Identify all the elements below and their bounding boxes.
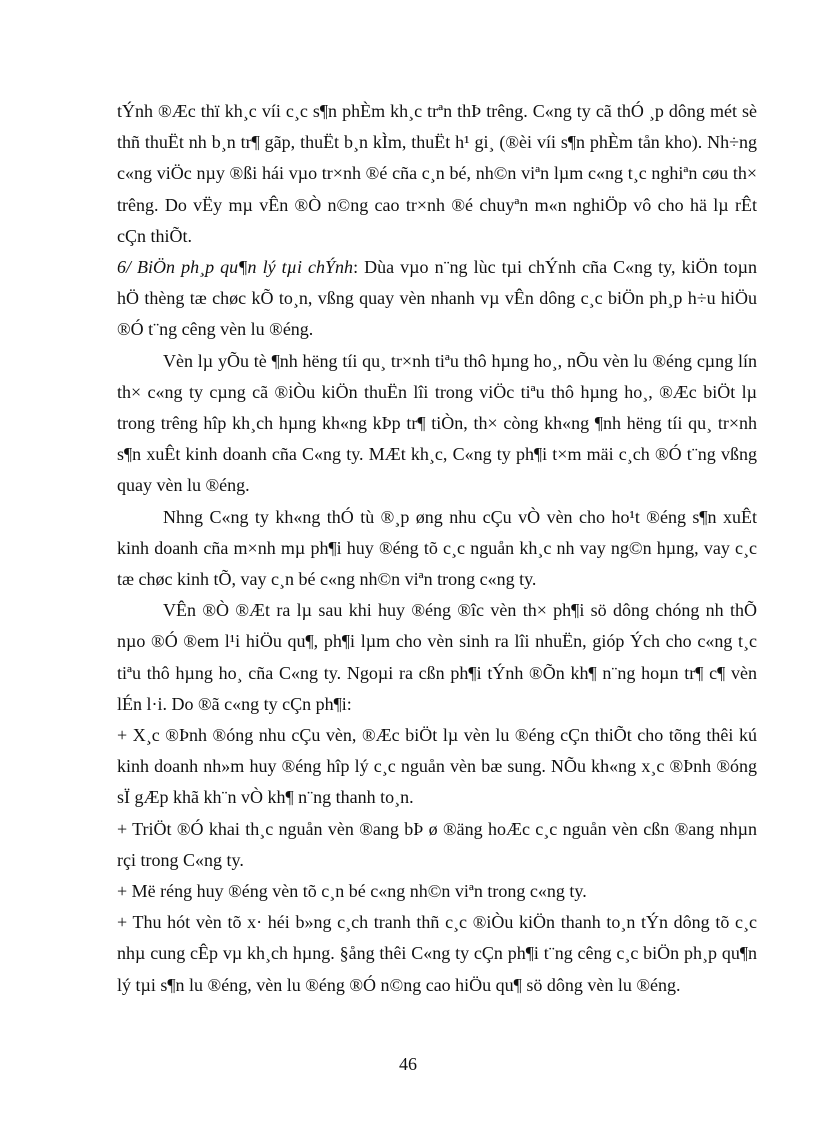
bullet-item-1-text: + X¸c ®Þnh ®óng nhu cÇu vèn, ®Æc biÖt lµ vèn lu ®éng cÇn thiÕt cho tõng thêi kú kinh doanh nh»m huy ®éng hîp lý c¸c nguån vèn bæ sung. NÕu kh«ng x¸c ®Þnh ®óng sÏ gÆp khã kh¨n vÒ kh¶ n¨ng thanh to¸n.	[117, 725, 757, 808]
section-heading-financial: 6/ BiÖn ph¸p qu¶n lý tµi chÝnh	[117, 257, 354, 278]
bullet-item-4-text: + Thu hót vèn tõ x· héi b»ng c¸ch tranh thñ c¸c ®iÒu kiÖn thanh to¸n tÝn dông tõ c¸c nhµ cung cÊp vµ kh¸ch hµng. §ång thêi C«ng ty cÇn ph¶i t¨ng cêng c¸c biÖn ph¸p qu¶n lý tµi s¶n lu ®éng, vèn lu ®éng ®Ó n©ng cao hiÖu qu¶ sö dông vèn lu ®éng.	[117, 912, 757, 995]
paragraph-2	[117, 252, 757, 346]
page-number: 46	[399, 1054, 417, 1074]
bullet-item-3-text: + Më réng huy ®éng vèn tõ c¸n bé c«ng nh©n viªn trong c«ng ty.	[117, 881, 587, 902]
body-text	[117, 96, 757, 1001]
bullet-item-2	[117, 814, 757, 876]
paragraph-3	[117, 346, 757, 502]
paragraph-5-text: VÊn ®Ò ®Æt ra lµ sau khi huy ®éng ®îc vèn th× ph¶i sö dông chóng nh thÕ nµo ®Ó ®em l¹i hiÖu qu¶, ph¶i lµm cho vèn sinh ra lîi nhuËn, gióp Ých cho c«ng t¸c tiªu thô hµng ho¸ cña C«ng ty. Ngoµi ra cßn ph¶i tÝnh ®Õn kh¶ n¨ng hoµn tr¶ c¶ vèn lÉn l·i. Do ®ã c«ng ty cÇn ph¶i:	[117, 600, 757, 714]
bullet-item-2-text: + TriÖt ®Ó khai th¸c nguån vèn ®ang bÞ ø ®äng hoÆc c¸c nguån vèn cßn ®ang nhµn rçi trong C«ng ty.	[117, 818, 757, 870]
paragraph-4-text: Nhng C«ng ty kh«ng thÓ tù ®¸p øng nhu cÇu vÒ vèn cho ho¹t ®éng s¶n xuÊt kinh doanh cña m×nh mµ ph¶i huy ®éng tõ c¸c nguån kh¸c nh vay ng©n hµng, vay c¸c tæ chøc kinh tÕ, vay c¸n bé c«ng nh©n viªn trong c«ng ty.	[117, 506, 757, 590]
paragraph-5	[117, 595, 757, 720]
paragraph-1-text: tÝnh ®Æc thï kh¸c víi c¸c s¶n phÈm kh¸c trªn thÞ trêng. C«ng ty cã thÓ ¸p dông mét sè thñ thuËt nh b¸n tr¶ gãp, thuËt b¸n kÌm, thuËt h¹ gi¸ (®èi víi s¶n phÈm tån kho). Nh÷ng c«ng viÖc nµy ®ßi hái vµo tr×nh ®é cña c¸n bé, nh©n viªn lµm c«ng t¸c nghiªn cøu th× trêng. Do vËy mµ vÊn ®Ò n©ng cao tr×nh ®é chuyªn m«n nghiÖp vô cho hä lµ rÊt cÇn thiÕt.	[117, 101, 757, 246]
paragraph-4	[117, 502, 757, 596]
paragraph-1	[117, 96, 757, 252]
bullet-item-1	[117, 720, 757, 814]
paragraph-3-text: Vèn lµ yÕu tè ¶nh hëng tíi qu¸ tr×nh tiªu thô hµng ho¸, nÕu vèn lu ®éng cµng lín th× c«ng ty cµng cã ®iÒu kiÖn thuËn lîi trong viÖc tiªu thô hµng ho¸, ®Æc biÖt lµ trong trêng hîp kh¸ch hµng kh«ng kÞp tr¶ tiÒn, th× còng kh«ng ¶nh hëng tíi qu¸ tr×nh s¶n xuÊt kinh doanh cña C«ng ty. MÆt kh¸c, C«ng ty ph¶i t×m mäi c¸ch ®Ó t¨ng vßng quay vèn lu ®éng.	[117, 350, 757, 496]
paragraph-2-text: : Dùa vµo n¨ng lùc tµi chÝnh cña C«ng ty, kiÖn toµn hÖ thèng tæ chøc kÕ to¸n, vßng quay vèn nhanh vµ vÊn dông c¸c biÖn ph¸p h÷u hiÖu ®Ó t¨ng cêng vèn lu ®éng.	[117, 257, 757, 340]
bullet-item-3	[117, 876, 757, 907]
bullet-item-4	[117, 907, 757, 1001]
